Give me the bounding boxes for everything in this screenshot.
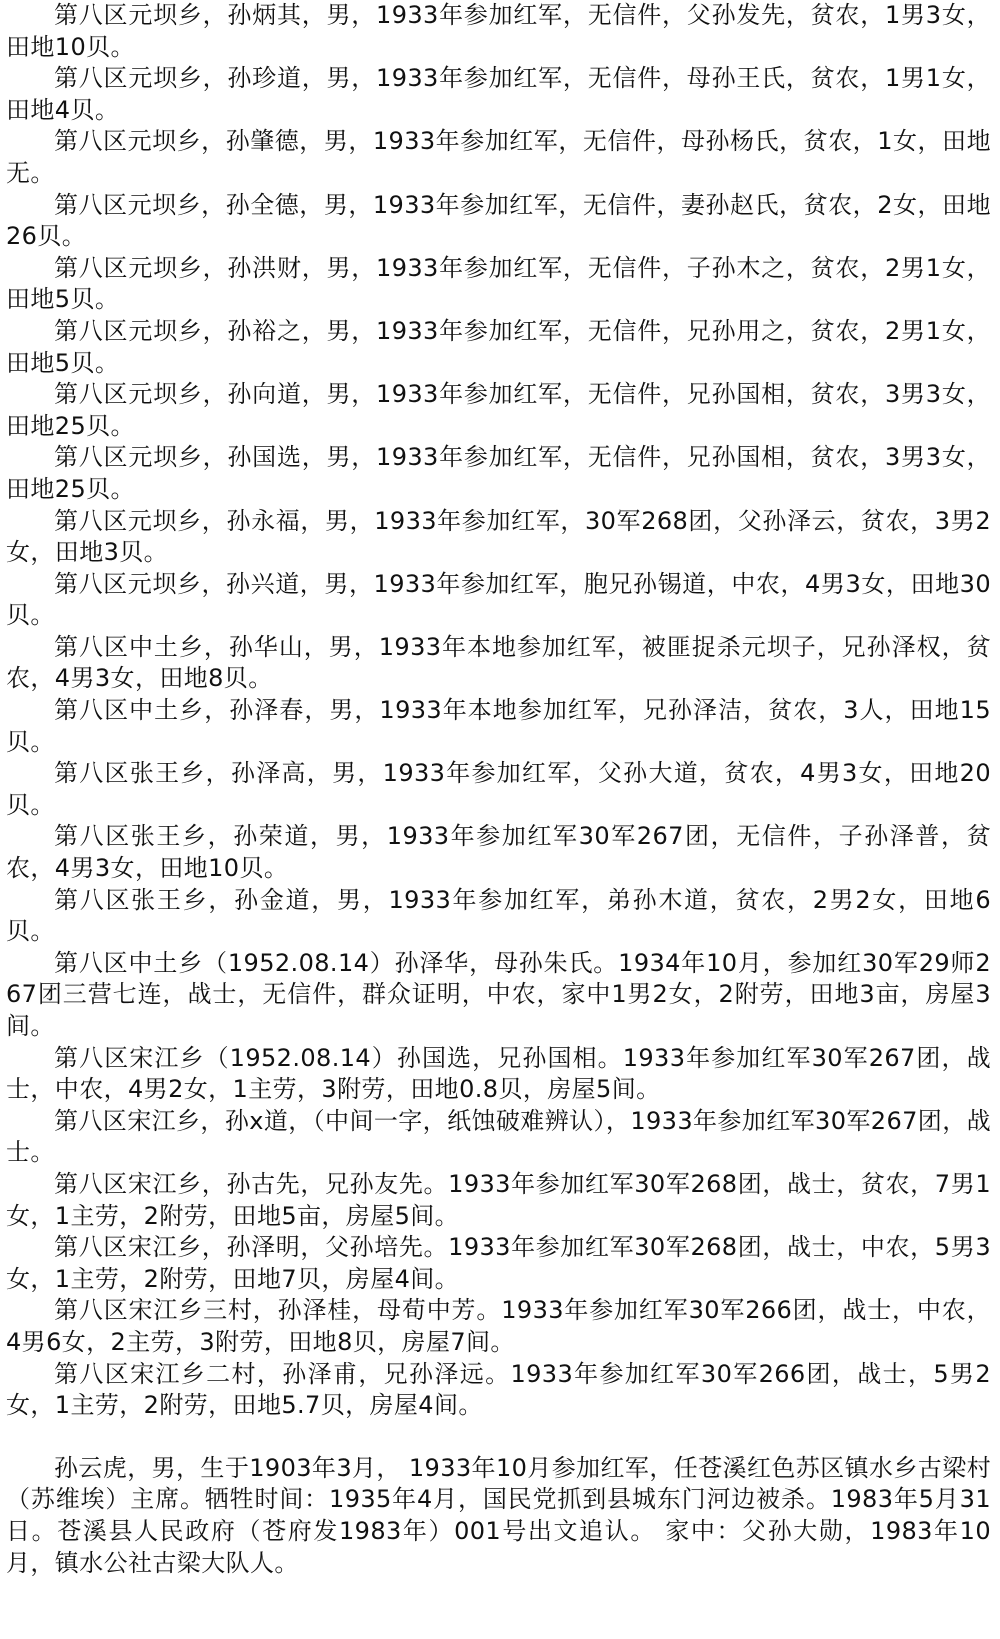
document-page bbox=[6, 0, 991, 1579]
record-paragraph: 第八区元坝乡，孙洪财，男，1933年参加红军，无信件，子孙木之，贫农，2男1女，田地5贝。 bbox=[6, 253, 991, 314]
record-paragraph: 第八区宋江乡（1952.08.14）孙国选，兄孙国相。1933年参加红军30军267团，战士，中农，4男2女，1主劳，3附劳，田地0.8贝，房屋5间。 bbox=[6, 1043, 991, 1104]
paragraph-gap bbox=[6, 1422, 991, 1453]
record-paragraph: 第八区宋江乡，孙泽明，父孙培先。1933年参加红军30军268团，战士，中农，5男3女，1主劳，2附劳，田地7贝，房屋4间。 bbox=[6, 1233, 991, 1293]
record-paragraph: 第八区张王乡，孙金道，男，1933年参加红军，弟孙木道，贫农，2男2女，田地6贝。 bbox=[6, 885, 991, 946]
record-paragraph: 第八区元坝乡，孙全德，男，1933年参加红军，无信件，妻孙赵氏，贫农，2女，田地26贝。 bbox=[6, 190, 991, 251]
record-paragraph: 第八区元坝乡，孙向道，男，1933年参加红军，无信件，兄孙国相，贫农，3男3女，田地25贝。 bbox=[6, 380, 991, 440]
record-paragraph: 第八区宋江乡，孙古先，兄孙友先。1933年参加红军30军268团，战士，贫农，7男1女，1主劳，2附劳，田地5亩，房屋5间。 bbox=[6, 1169, 991, 1230]
record-paragraph: 第八区元坝乡，孙兴道，男，1933年参加红军，胞兄孙锡道，中农，4男3女，田地30贝。 bbox=[6, 569, 991, 630]
record-paragraph: 第八区元坝乡，孙永福，男，1933年参加红军，30军268团，父孙泽云，贫农，3男2女，田地3贝。 bbox=[6, 506, 991, 567]
record-paragraph: 第八区元坝乡，孙裕之，男，1933年参加红军，无信件，兄孙用之，贫农，2男1女，田地5贝。 bbox=[6, 316, 991, 377]
record-paragraph: 第八区宋江乡，孙x道，（中间一字，纸蚀破难辨认），1933年参加红军30军267团，战士。 bbox=[6, 1106, 991, 1167]
record-paragraph: 第八区宋江乡二村，孙泽甫，兄孙泽远。1933年参加红军30军266团，战士，5男2女，1主劳，2附劳，田地5.7贝，房屋4间。 bbox=[6, 1359, 991, 1420]
record-paragraph: 第八区元坝乡，孙炳其，男，1933年参加红军，无信件，父孙发先，贫农，1男3女，田地10贝。 bbox=[6, 1, 991, 61]
record-paragraph: 第八区宋江乡三村，孙泽桂，母荀中芳。1933年参加红军30军266团，战士，中农，4男6女，2主劳，3附劳，田地8贝，房屋7间。 bbox=[6, 1296, 991, 1356]
record-paragraph: 第八区元坝乡，孙肇德，男，1933年参加红军，无信件，母孙杨氏，贫农，1女，田地无。 bbox=[6, 127, 991, 187]
record-paragraph: 第八区中土乡，孙华山，男，1933年本地参加红军，被匪捉杀元坝子，兄孙泽权，贫农，4男3女，田地8贝。 bbox=[6, 632, 991, 693]
record-paragraph: 第八区元坝乡，孙国选，男，1933年参加红军，无信件，兄孙国相，贫农，3男3女，田地25贝。 bbox=[6, 443, 991, 503]
biography-paragraph: 孙云虎，男，生于1903年3月， 1933年10月参加红军，任苍溪红色苏区镇水乡古梁村（苏维埃）主席。牺牲时间：1935年4月，国民党抓到县城东门河边被杀。1983年5月31日。苍溪县人民政府（苍府发1983年）001号出文追认。 家中：父孙大勋，1983年10月，镇水公社古梁大队人。 bbox=[6, 1453, 991, 1577]
record-paragraph: 第八区张王乡，孙泽高，男，1933年参加红军，父孙大道，贫农，4男3女，田地20贝。 bbox=[6, 759, 991, 819]
record-paragraph: 第八区中土乡（1952.08.14）孙泽华，母孙朱氏。1934年10月，参加红30军29师267团三营七连，战士，无信件，群众证明，中农，家中1男2女，2附劳，田地3亩，房屋3间。 bbox=[6, 948, 991, 1040]
record-paragraph: 第八区元坝乡，孙珍道，男，1933年参加红军，无信件，母孙王氏，贫农，1男1女，田地4贝。 bbox=[6, 64, 991, 124]
record-paragraph: 第八区张王乡，孙荣道，男，1933年参加红军30军267团，无信件，子孙泽普，贫农，4男3女，田地10贝。 bbox=[6, 822, 991, 883]
record-paragraph: 第八区中土乡，孙泽春，男，1933年本地参加红军，兄孙泽洁，贫农，3人，田地15贝。 bbox=[6, 696, 991, 756]
